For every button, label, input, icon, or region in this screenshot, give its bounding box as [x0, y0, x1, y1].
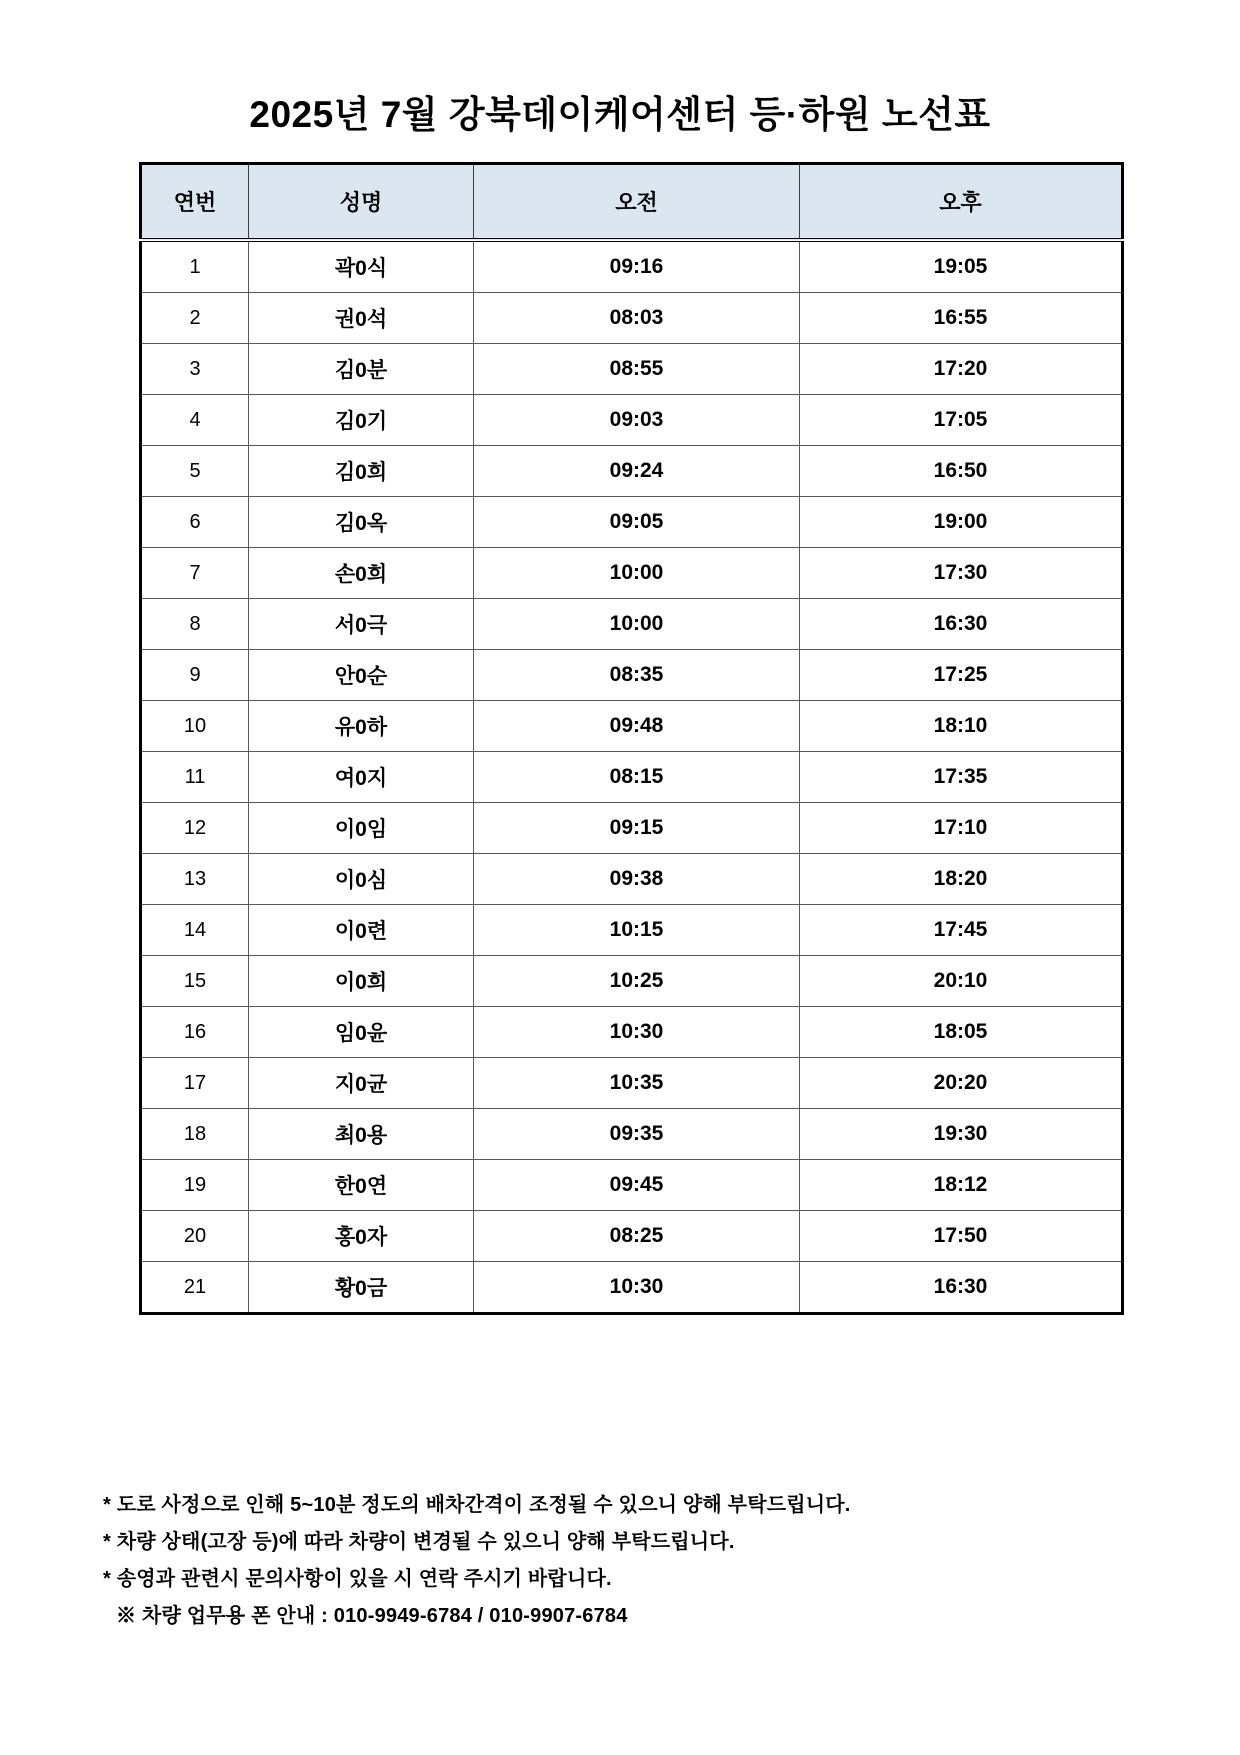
pm-time-cell: 17:25 — [800, 650, 1123, 701]
name-cell: 황0금 — [249, 1262, 474, 1314]
seq-cell: 11 — [141, 752, 249, 803]
name-cell: 서0극 — [249, 599, 474, 650]
pm-time-cell: 17:45 — [800, 905, 1123, 956]
pm-time-cell: 18:10 — [800, 701, 1123, 752]
header-cell-am: 오전 — [474, 164, 800, 241]
seq-cell: 1 — [141, 240, 249, 293]
seq-cell: 5 — [141, 446, 249, 497]
name-cell: 임0윤 — [249, 1007, 474, 1058]
seq-cell: 8 — [141, 599, 249, 650]
table-row — [141, 1109, 1123, 1160]
seq-cell: 10 — [141, 701, 249, 752]
table-row — [141, 599, 1123, 650]
seq-cell: 19 — [141, 1160, 249, 1211]
pm-time-cell: 18:20 — [800, 854, 1123, 905]
table-row — [141, 1262, 1123, 1314]
am-time-cell: 08:25 — [474, 1211, 800, 1262]
table-row — [141, 344, 1123, 395]
name-cell: 김0옥 — [249, 497, 474, 548]
am-time-cell: 10:35 — [474, 1058, 800, 1109]
am-time-cell: 08:35 — [474, 650, 800, 701]
am-time-cell: 10:30 — [474, 1007, 800, 1058]
am-time-cell: 10:00 — [474, 548, 800, 599]
name-cell: 최0용 — [249, 1109, 474, 1160]
am-time-cell: 09:35 — [474, 1109, 800, 1160]
pm-time-cell: 17:50 — [800, 1211, 1123, 1262]
name-cell: 이0심 — [249, 854, 474, 905]
name-cell: 이0희 — [249, 956, 474, 1007]
seq-cell: 7 — [141, 548, 249, 599]
table-row — [141, 752, 1123, 803]
name-cell: 이0임 — [249, 803, 474, 854]
header-cell-seq: 연번 — [141, 164, 249, 241]
table-header — [141, 164, 1123, 241]
seq-cell: 17 — [141, 1058, 249, 1109]
am-time-cell: 09:15 — [474, 803, 800, 854]
notes-section — [103, 1495, 1240, 1627]
pm-time-cell: 19:00 — [800, 497, 1123, 548]
name-cell: 유0하 — [249, 701, 474, 752]
am-time-cell: 08:55 — [474, 344, 800, 395]
name-cell: 곽0식 — [249, 240, 474, 293]
schedule-table — [139, 162, 1124, 1315]
seq-cell: 20 — [141, 1211, 249, 1262]
table-row — [141, 1160, 1123, 1211]
table-row — [141, 497, 1123, 548]
seq-cell: 13 — [141, 854, 249, 905]
pm-time-cell: 20:10 — [800, 956, 1123, 1007]
seq-cell: 18 — [141, 1109, 249, 1160]
seq-cell: 6 — [141, 497, 249, 548]
table-row — [141, 293, 1123, 344]
pm-time-cell: 17:30 — [800, 548, 1123, 599]
table-row — [141, 854, 1123, 905]
am-time-cell: 10:15 — [474, 905, 800, 956]
header-cell-name: 성명 — [249, 164, 474, 241]
table-row — [141, 240, 1123, 293]
table-row — [141, 803, 1123, 854]
seq-cell: 15 — [141, 956, 249, 1007]
header-cell-pm: 오후 — [800, 164, 1123, 241]
pm-time-cell: 18:05 — [800, 1007, 1123, 1058]
pm-time-cell: 20:20 — [800, 1058, 1123, 1109]
seq-cell: 14 — [141, 905, 249, 956]
table-row — [141, 956, 1123, 1007]
am-time-cell: 09:16 — [474, 240, 800, 293]
seq-cell: 12 — [141, 803, 249, 854]
table-row — [141, 1058, 1123, 1109]
name-cell: 안0순 — [249, 650, 474, 701]
am-time-cell: 09:24 — [474, 446, 800, 497]
name-cell: 지0균 — [249, 1058, 474, 1109]
table-body — [141, 240, 1123, 1314]
pm-time-cell: 16:50 — [800, 446, 1123, 497]
pm-time-cell: 17:05 — [800, 395, 1123, 446]
note-phone: ※ 차량 업무용 폰 안내 : 010-9949-6784 / 010-9907-6784 — [116, 1605, 628, 1628]
am-time-cell: 09:05 — [474, 497, 800, 548]
seq-cell: 3 — [141, 344, 249, 395]
am-time-cell: 10:00 — [474, 599, 800, 650]
pm-time-cell: 16:30 — [800, 1262, 1123, 1314]
seq-cell: 21 — [141, 1262, 249, 1314]
pm-time-cell: 17:10 — [800, 803, 1123, 854]
note-contact: * 송영과 관련시 문의사항이 있을 시 연락 주시기 바랍니다. — [103, 1568, 612, 1591]
header-row — [141, 164, 1123, 241]
am-time-cell: 08:03 — [474, 293, 800, 344]
am-time-cell: 10:30 — [474, 1262, 800, 1314]
pm-time-cell: 17:35 — [800, 752, 1123, 803]
name-cell: 권0석 — [249, 293, 474, 344]
table-row — [141, 548, 1123, 599]
name-cell: 홍0자 — [249, 1211, 474, 1262]
seq-cell: 9 — [141, 650, 249, 701]
am-time-cell: 10:25 — [474, 956, 800, 1007]
name-cell: 한0연 — [249, 1160, 474, 1211]
name-cell: 여0지 — [249, 752, 474, 803]
table-row — [141, 395, 1123, 446]
note-vehicle: * 차량 상태(고장 등)에 따라 차량이 변경될 수 있으니 양해 부탁드립니다. — [103, 1531, 735, 1554]
name-cell: 이0련 — [249, 905, 474, 956]
am-time-cell: 08:15 — [474, 752, 800, 803]
name-cell: 김0기 — [249, 395, 474, 446]
name-cell: 김0희 — [249, 446, 474, 497]
seq-cell: 2 — [141, 293, 249, 344]
seq-cell: 4 — [141, 395, 249, 446]
pm-time-cell: 17:20 — [800, 344, 1123, 395]
note-traffic: * 도로 사정으로 인해 5~10분 정도의 배차간격이 조정될 수 있으니 양해 부탁드립니다. — [103, 1494, 851, 1517]
pm-time-cell: 19:05 — [800, 240, 1123, 293]
seq-cell: 16 — [141, 1007, 249, 1058]
table-row — [141, 1007, 1123, 1058]
table-row — [141, 1211, 1123, 1262]
am-time-cell: 09:45 — [474, 1160, 800, 1211]
table-row — [141, 905, 1123, 956]
name-cell: 손0희 — [249, 548, 474, 599]
pm-time-cell: 16:30 — [800, 599, 1123, 650]
name-cell: 김0분 — [249, 344, 474, 395]
am-time-cell: 09:38 — [474, 854, 800, 905]
am-time-cell: 09:03 — [474, 395, 800, 446]
table-row — [141, 701, 1123, 752]
am-time-cell: 09:48 — [474, 701, 800, 752]
pm-time-cell: 16:55 — [800, 293, 1123, 344]
pm-time-cell: 18:12 — [800, 1160, 1123, 1211]
table-row — [141, 446, 1123, 497]
table-row — [141, 650, 1123, 701]
pm-time-cell: 19:30 — [800, 1109, 1123, 1160]
page-title: 2025년 7월 강북데이케어센터 등·하원 노선표 — [249, 94, 991, 135]
